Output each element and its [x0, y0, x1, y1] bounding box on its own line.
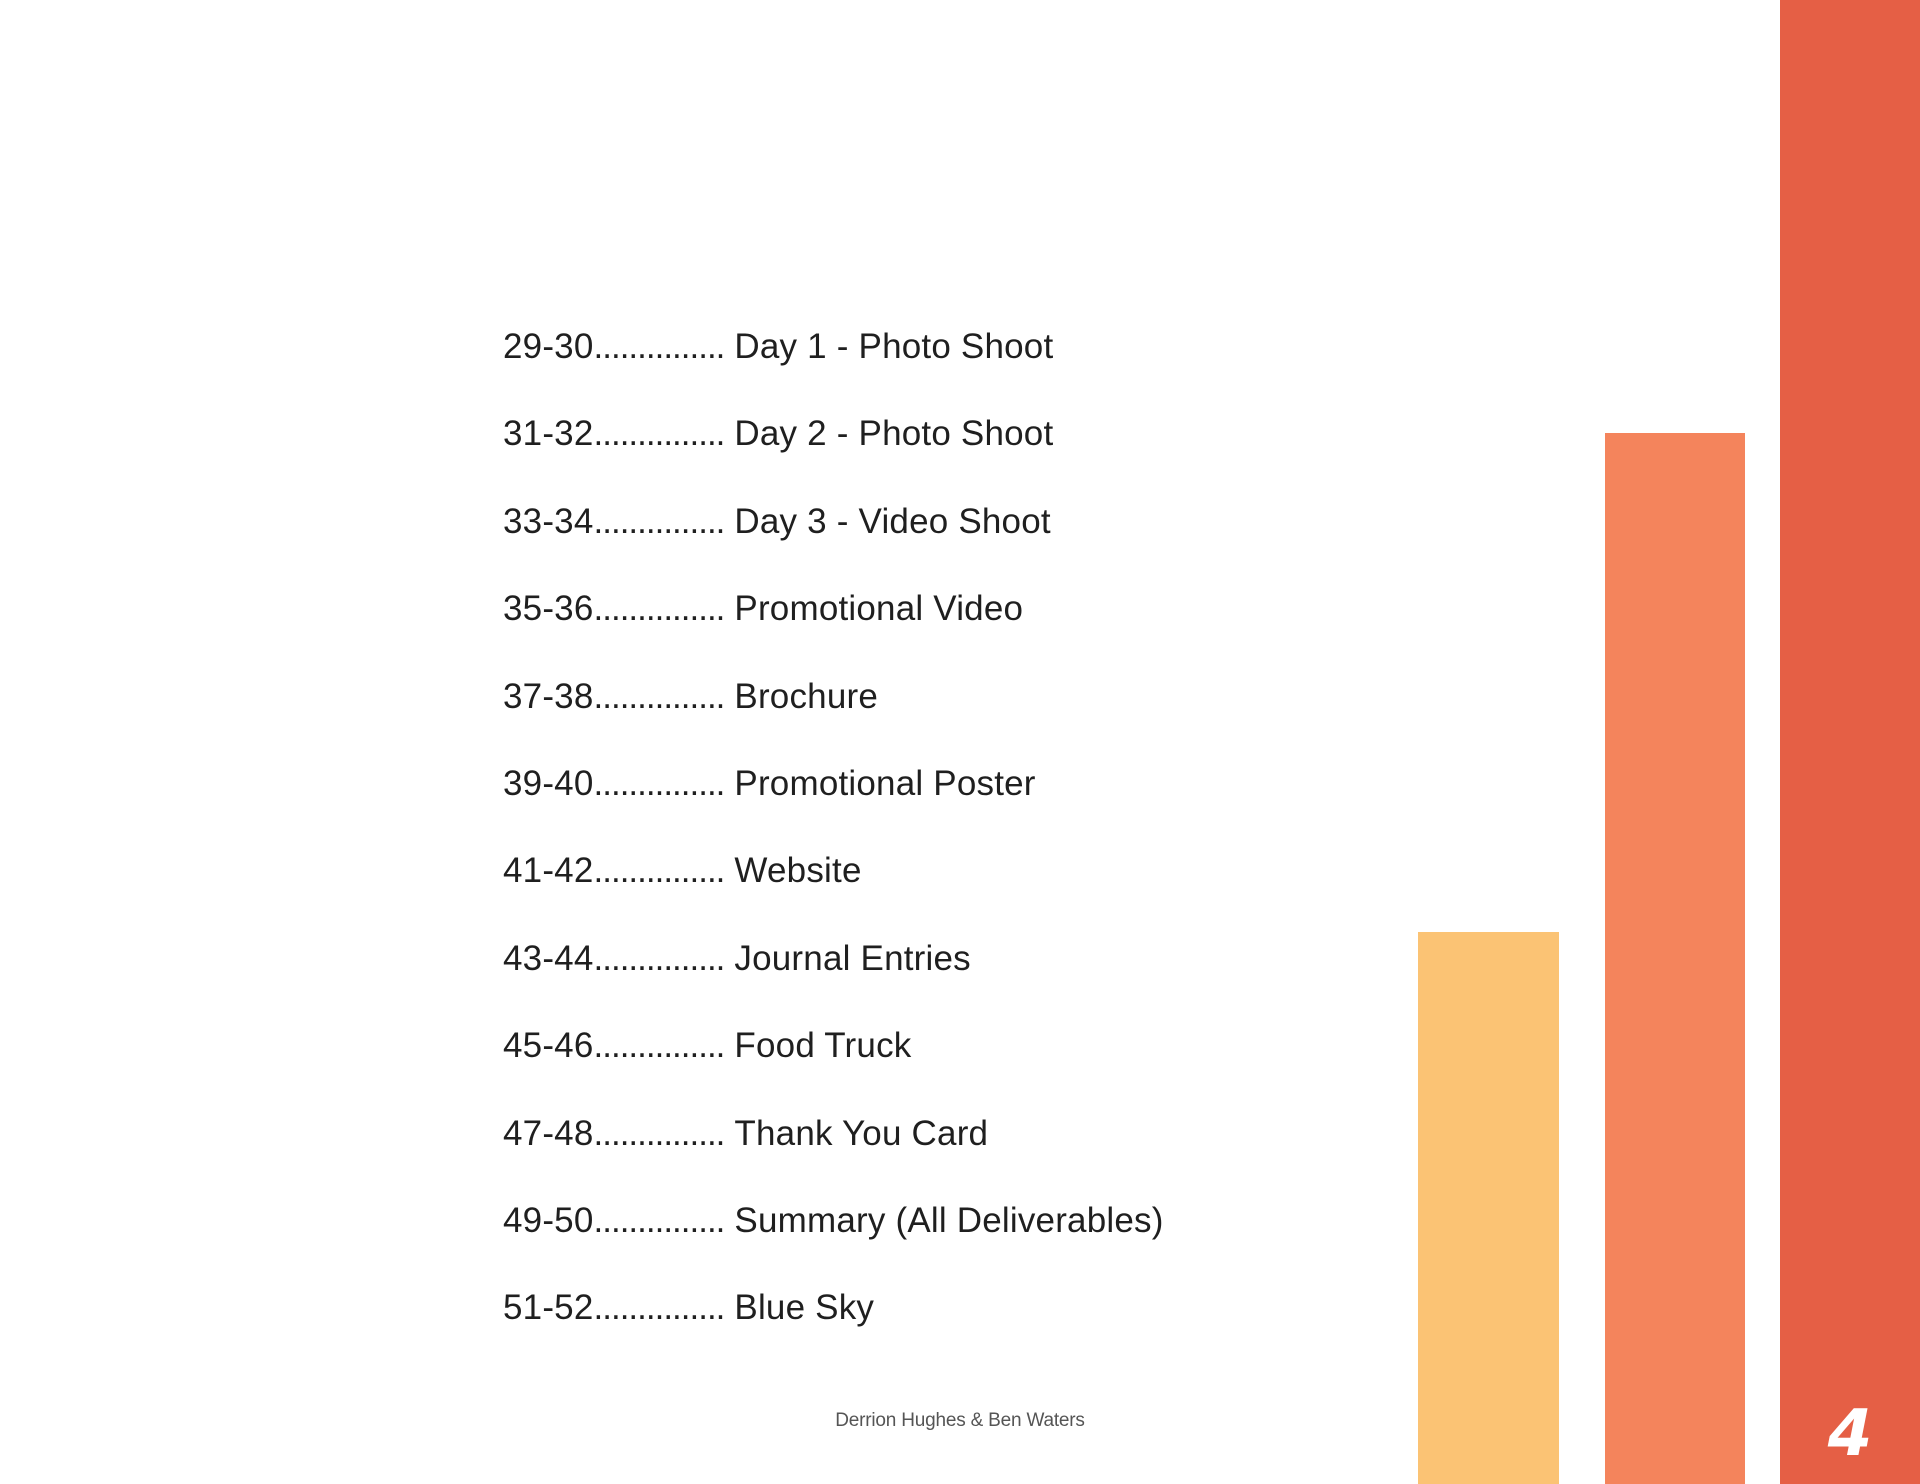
toc-entry [503, 1105, 1164, 1192]
toc-page-range: 51-52 [503, 1288, 594, 1328]
toc-leader-dots: ............... [593, 1026, 725, 1066]
toc-page-range: 45-46 [503, 1026, 594, 1066]
toc-leader-dots: ............... [593, 589, 725, 629]
toc-page-range: 41-42 [503, 851, 594, 891]
toc-title: Summary (All Deliverables) [734, 1200, 1164, 1240]
toc-title: Promotional Video [734, 589, 1024, 629]
toc-entry [503, 405, 1164, 492]
toc-leader-dots: ............... [593, 414, 725, 454]
toc-entry [503, 1279, 1164, 1366]
toc-page-range: 47-48 [503, 1113, 594, 1153]
toc-leader-dots: ............... [593, 1288, 725, 1328]
toc-entry [503, 930, 1164, 1017]
toc-leader-dots: ............... [593, 851, 725, 891]
toc-leader-dots: ............... [593, 1113, 725, 1153]
toc-entry [503, 1192, 1164, 1279]
footer-credit: Derrion Hughes & Ben Waters [835, 1410, 1085, 1431]
toc-title: Day 2 - Photo Shoot [734, 414, 1054, 454]
page-number: 4 [1827, 1397, 1873, 1471]
decorative-bar-salmon [1605, 433, 1745, 1484]
toc-leader-dots: ............... [593, 501, 725, 541]
toc-entry [503, 318, 1164, 405]
toc-page-range: 31-32 [503, 414, 594, 454]
toc-title: Food Truck [734, 1026, 912, 1066]
toc-entry [503, 668, 1164, 755]
toc-title: Day 1 - Photo Shoot [734, 327, 1054, 366]
toc-page-range: 49-50 [503, 1200, 594, 1240]
toc-title: Promotional Poster [734, 763, 1036, 803]
toc-title: Journal Entries [734, 938, 971, 978]
toc-page-range: 37-38 [503, 676, 594, 716]
toc-page-range: 29-30 [503, 327, 594, 366]
toc-page-range: 43-44 [503, 938, 594, 978]
toc-leader-dots: ............... [593, 1200, 725, 1240]
toc-title: Brochure [734, 676, 879, 716]
toc-title: Day 3 - Video Shoot [734, 501, 1051, 541]
toc-page-range: 39-40 [503, 763, 594, 803]
toc-title: Blue Sky [734, 1288, 875, 1328]
toc-leader-dots: ............... [593, 763, 725, 803]
toc-title: Thank You Card [734, 1113, 989, 1153]
toc-page-range: 33-34 [503, 501, 594, 541]
decorative-bar-yellow [1418, 932, 1559, 1484]
toc-entry [503, 580, 1164, 667]
toc-leader-dots: ............... [593, 327, 725, 366]
toc-page-range: 35-36 [503, 589, 594, 629]
toc-entry [503, 1017, 1164, 1104]
table-of-contents [503, 318, 1164, 1367]
toc-title: Website [734, 851, 862, 891]
toc-leader-dots: ............... [593, 938, 725, 978]
toc-entry [503, 493, 1164, 580]
decorative-bar-red [1780, 0, 1920, 1484]
toc-entry [503, 755, 1164, 842]
toc-entry [503, 842, 1164, 929]
toc-leader-dots: ............... [593, 676, 725, 716]
